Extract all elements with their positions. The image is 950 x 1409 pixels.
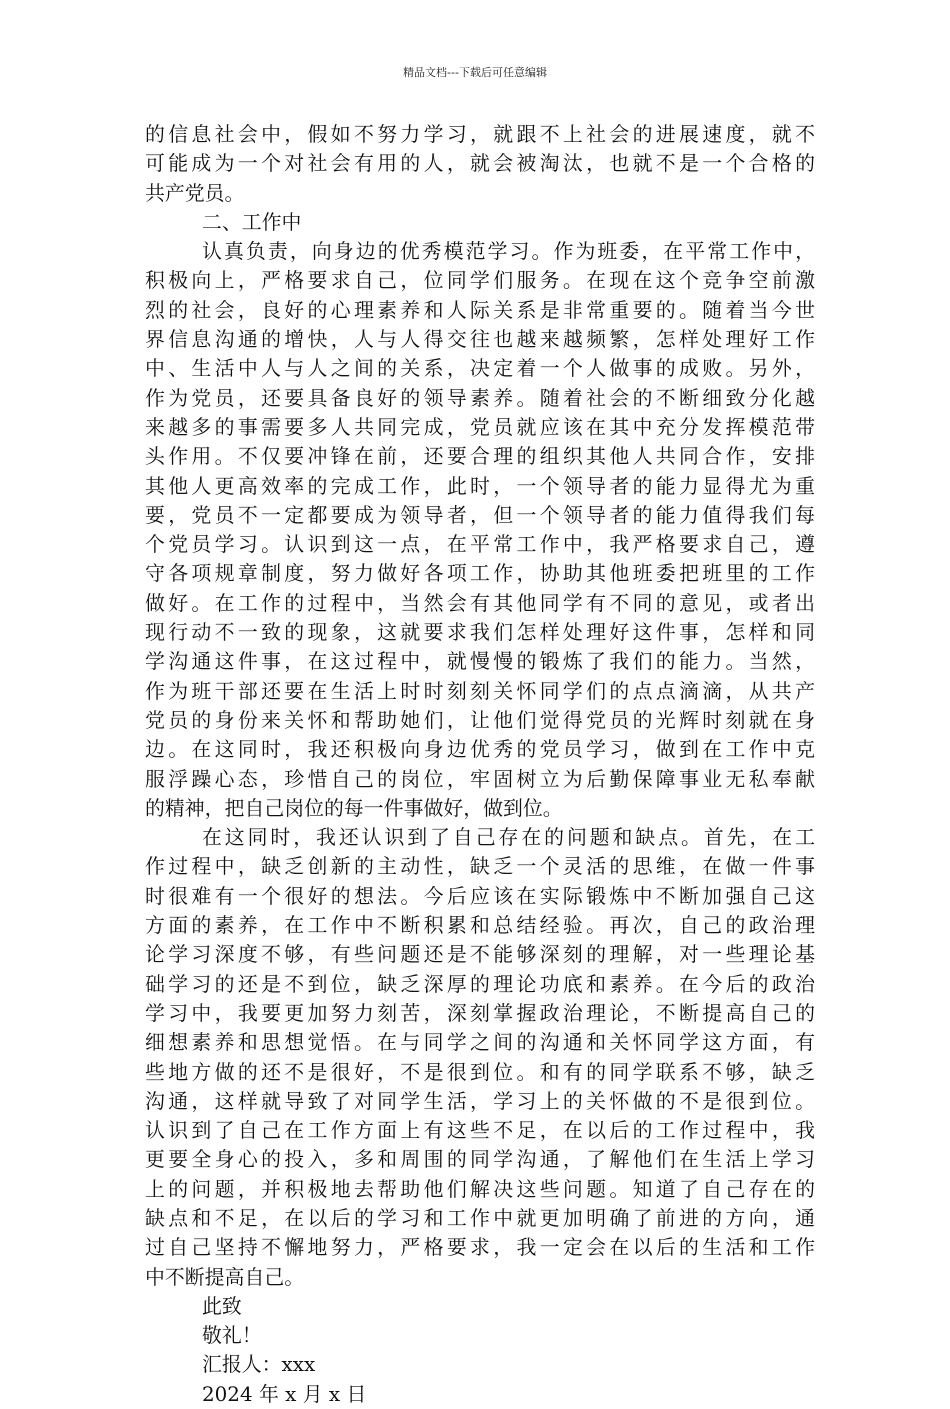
closing-block bbox=[145, 1292, 815, 1409]
text-line: 个党员学习。认识到这一点，在平常工作中，我严格要求自己，遵 bbox=[145, 533, 815, 557]
text-line: 缺点和不足，在以后的学习和工作中就更加明确了前进的方向，通 bbox=[145, 1206, 815, 1230]
text-line: 烈的社会，良好的心理素养和人际关系是非常重要的。随着当今世 bbox=[145, 298, 815, 322]
text-line: 要，党员不一定都要成为领导者，但一个领导者的能力值得我们每 bbox=[145, 503, 815, 527]
text-line: 积极向上，严格要求自己，位同学们服务。在现在这个竞争空前激 bbox=[145, 269, 815, 293]
text-line: 的精神，把自己岗位的每一件事做好，做到位。 bbox=[145, 796, 563, 820]
text-line: 更要全身心的投入，多和周围的同学沟通，了解他们在生活上学习 bbox=[145, 1148, 815, 1172]
text-line: 中、生活中人与人之间的关系，决定着一个人做事的成败。另外， bbox=[145, 357, 815, 381]
text-line: 做好。在工作的过程中，当然会有其他同学有不同的意见，或者出 bbox=[145, 591, 815, 615]
text-line: 其他人更高效率的完成工作，此时，一个领导者的能力显得尤为重 bbox=[145, 474, 815, 498]
text-line: 方面的素养，在工作中不断积累和总结经验。再次，自己的政治理 bbox=[145, 914, 815, 938]
text-line: 现行动不一致的现象，这就要求我们怎样处理好这件事，怎样和同 bbox=[145, 621, 815, 645]
text-line: 沟通，这样就导致了对同学生活，学习上的关怀做的不是很到位。 bbox=[145, 1089, 815, 1113]
text-line: 服浮躁心态，珍惜自己的岗位，牢固树立为后勤保障事业无私奉献 bbox=[145, 767, 815, 791]
text-line: 作为党员，还要具备良好的领导素养。随着社会的不断细致分化越 bbox=[145, 386, 815, 410]
text-line: 认真负责，向身边的优秀模范学习。作为班委，在平常工作中， bbox=[202, 240, 815, 264]
text-line: 学习中，我要更加努力刻苦，深刻掌握政治理论，不断提高自己的 bbox=[145, 1001, 815, 1025]
text-line: 上的问题，并积极地去帮助他们解决这些问题。知道了自己存在的 bbox=[145, 1177, 815, 1201]
text-line: 二、工作中 bbox=[202, 210, 302, 234]
text-line: 作为班干部还要在生活上时时刻刻关怀同学们的点点滴滴，从共产 bbox=[145, 679, 815, 703]
text-line: 守各项规章制度，努力做好各项工作，协助其他班委把班里的工作 bbox=[145, 562, 815, 586]
closing-line: 敬礼！ bbox=[202, 1324, 262, 1348]
text-line: 的信息社会中，假如不努力学习，就跟不上社会的进展速度，就不 bbox=[145, 123, 815, 146]
text-line: 作过程中，缺乏创新的主动性，缺乏一个灵活的思维，在做一件事 bbox=[145, 855, 815, 879]
text-line: 在这同时，我还认识到了自己存在的问题和缺点。首先，在工 bbox=[202, 826, 815, 850]
paragraph bbox=[145, 120, 815, 208]
text-line: 界信息沟通的增快，人与人得交往也越来越频繁，怎样处理好工作 bbox=[145, 328, 815, 352]
text-line: 来越多的事需要多人共同完成，党员就应该在其中充分发挥模范带 bbox=[145, 415, 815, 439]
page-header: 精品文档---下载后可任意编辑 bbox=[403, 66, 547, 79]
document-body bbox=[145, 120, 815, 1409]
text-line: 细想素养和思想觉悟。在与同学之间的沟通和关怀同学这方面，有 bbox=[145, 1031, 815, 1055]
text-line: 论学习深度不够，有些问题还是不能够深刻的理解，对一些理论基 bbox=[145, 943, 815, 967]
text-line: 过自己坚持不懈地努力，严格要求，我一定会在以后的生活和工作 bbox=[145, 1236, 815, 1260]
text-line: 可能成为一个对社会有用的人，就会被淘汰，也就不是一个合格的 bbox=[145, 152, 815, 176]
paragraphs bbox=[145, 120, 815, 1292]
closing-line: 此致 bbox=[202, 1294, 242, 1318]
text-line: 认识到了自己在工作方面上有这些不足，在以后的工作过程中，我 bbox=[145, 1119, 815, 1143]
text-line: 党员的身份来关怀和帮助她们，让他们觉得党员的光辉时刻就在身 bbox=[145, 708, 815, 732]
text-line: 时很难有一个很好的想法。今后应该在实际锻炼中不断加强自己这 bbox=[145, 884, 815, 908]
text-line: 共产党员。 bbox=[145, 181, 245, 205]
text-line: 中不断提高自己。 bbox=[145, 1265, 305, 1289]
text-line: 边。在这同时，我还积极向身边优秀的党员学习，做到在工作中克 bbox=[145, 738, 815, 762]
text-line: 学沟通这件事，在这过程中，就慢慢的锻炼了我们的能力。当然， bbox=[145, 650, 815, 674]
closing-line: 2024 年 x 月 x 日 bbox=[202, 1382, 367, 1406]
text-line: 头作用。不仅要冲锋在前，还要合理的组织其他人共同合作，安排 bbox=[145, 445, 815, 469]
text-line: 础学习的还是不到位，缺乏深厚的理论功底和素养。在今后的政治 bbox=[145, 972, 815, 996]
closing-line: 汇报人：xxx bbox=[202, 1353, 316, 1377]
paragraph bbox=[145, 823, 815, 1292]
text-line: 些地方做的还不是很好，不是很到位。和有的同学联系不够，缺乏 bbox=[145, 1060, 815, 1084]
paragraph bbox=[145, 237, 815, 823]
paragraph bbox=[145, 208, 815, 237]
